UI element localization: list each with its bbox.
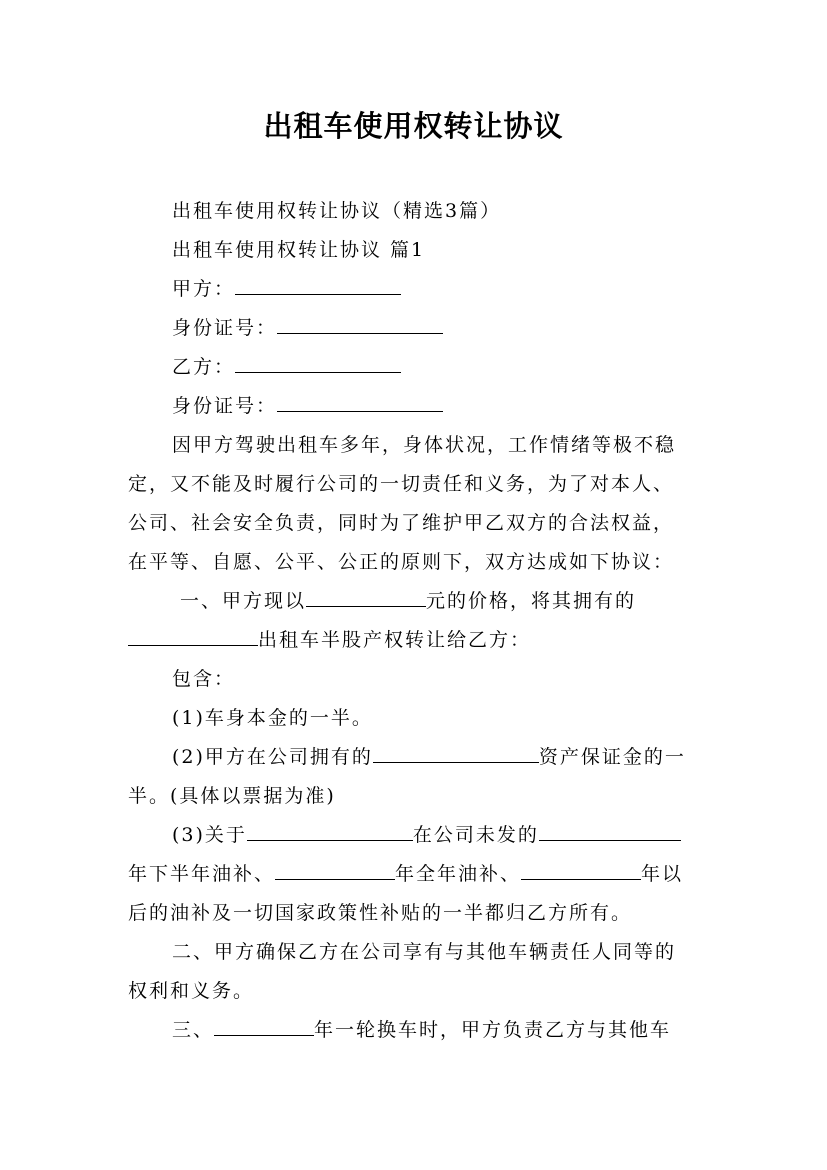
clause-3-line	[172, 1017, 752, 1043]
item-1: (1)车身本金的一半。	[172, 707, 373, 729]
year-blank	[521, 861, 641, 880]
party-a-label: 甲方：	[172, 278, 236, 300]
year-blank	[539, 822, 681, 841]
party-a-id-label: 身份证号：	[172, 317, 278, 339]
includes-label: 包含：	[172, 668, 236, 690]
item-text: 年下半年油补、	[128, 863, 276, 885]
subtitle-line: 出租车使用权转让协议（精选3篇）	[172, 200, 502, 222]
clause-2-line: 权利和义务。	[128, 980, 255, 1002]
paragraph-line: 因甲方驾驶出租车多年，身体状况，工作情绪等极不稳	[172, 434, 677, 456]
item-3-line	[172, 822, 752, 848]
section-heading: 出租车使用权转让协议 篇1	[172, 239, 426, 261]
party-b-blank	[235, 354, 401, 373]
party-b-line	[172, 354, 752, 380]
company-blank	[373, 744, 539, 763]
party-b-id-line	[172, 393, 752, 419]
party-a-id-line	[172, 315, 752, 341]
party-a-line	[172, 276, 752, 302]
clause-1-line	[180, 588, 760, 614]
party-a-id-blank	[277, 315, 443, 334]
item-3-line	[128, 861, 708, 887]
clause-text: 年一轮换车时，甲方负责乙方与其他车	[314, 1019, 672, 1041]
clause-text: 一、甲方现以	[180, 590, 307, 612]
item-text: (2)甲方在公司拥有的	[172, 746, 373, 768]
paragraph-line: 定，又不能及时履行公司的一切责任和义务，为了对本人、	[128, 473, 675, 495]
year-blank	[214, 1017, 314, 1036]
clause-text: 三、	[172, 1019, 215, 1041]
subject-blank	[247, 822, 413, 841]
item-text: (3)关于	[172, 824, 247, 846]
item-text: 在公司未发的	[412, 824, 539, 846]
paragraph-line: 在平等、自愿、公平、公正的原则下，双方达成如下协议：	[128, 551, 675, 573]
item-3-line: 后的油补及一切国家政策性补贴的一半都归乙方所有。	[128, 902, 633, 924]
document-title: 出租车使用权转让协议	[263, 109, 564, 143]
clause-text: 出租车半股产权转让给乙方：	[258, 629, 532, 651]
item-text: 年全年油补、	[395, 863, 522, 885]
item-2-line: 半。(具体以票据为准)	[128, 785, 336, 807]
price-blank	[306, 588, 426, 607]
vehicle-blank	[128, 627, 258, 646]
year-blank	[275, 861, 395, 880]
party-b-id-blank	[277, 393, 443, 412]
party-b-label: 乙方：	[172, 356, 236, 378]
clause-text: 元的价格，将其拥有的	[426, 590, 637, 612]
clause-2-line: 二、甲方确保乙方在公司享有与其他车辆责任人同等的	[172, 941, 677, 963]
item-text: 资产保证金的一	[538, 746, 686, 768]
party-a-blank	[235, 276, 401, 295]
paragraph-line: 公司、社会安全负责，同时为了维护甲乙双方的合法权益，	[128, 512, 675, 534]
item-2-line	[172, 744, 752, 770]
clause-1-line	[128, 627, 708, 653]
item-text: 年以	[641, 863, 684, 885]
party-b-id-label: 身份证号：	[172, 395, 278, 417]
